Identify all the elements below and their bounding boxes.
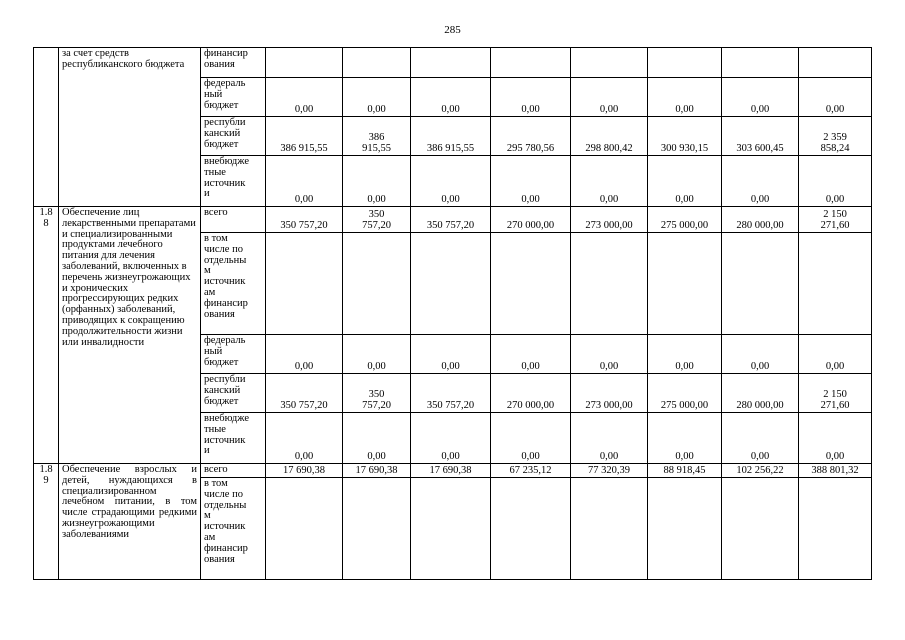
value-cell: 0,00 <box>722 156 799 207</box>
value-cell: 0,00 <box>266 335 343 374</box>
page-number: 285 <box>444 24 461 36</box>
value-cell: 2 359 858,24 <box>799 117 872 156</box>
value-cell: 67 235,12 <box>491 464 571 478</box>
value-cell: 0,00 <box>491 413 571 464</box>
value-cell <box>411 478 491 580</box>
value-cell <box>491 48 571 78</box>
value-cell: 0,00 <box>266 413 343 464</box>
row-code: 1.8 8 <box>34 207 59 464</box>
source-cell: федераль ный бюджет <box>201 78 266 117</box>
source-cell: внебюдже тные источник и <box>201 413 266 464</box>
value-cell: 386 915,55 <box>411 117 491 156</box>
value-cell <box>648 233 722 335</box>
value-cell <box>799 233 872 335</box>
value-cell: 0,00 <box>799 413 872 464</box>
source-cell: всего <box>201 464 266 478</box>
value-cell: 0,00 <box>648 78 722 117</box>
value-cell <box>571 478 648 580</box>
value-cell <box>266 48 343 78</box>
value-cell: 0,00 <box>343 335 411 374</box>
value-cell: 88 918,45 <box>648 464 722 478</box>
value-cell: 270 000,00 <box>491 207 571 233</box>
value-cell <box>343 478 411 580</box>
value-cell: 350 757,20 <box>411 374 491 413</box>
value-cell: 275 000,00 <box>648 374 722 413</box>
value-cell: 275 000,00 <box>648 207 722 233</box>
value-cell: 102 256,22 <box>722 464 799 478</box>
table-row <box>34 48 872 78</box>
value-cell: 388 801,32 <box>799 464 872 478</box>
value-cell: 0,00 <box>571 156 648 207</box>
source-cell: республи канский бюджет <box>201 374 266 413</box>
row-description: за счет средств республиканского бюджета <box>59 48 201 207</box>
value-cell: 0,00 <box>648 156 722 207</box>
value-cell <box>799 478 872 580</box>
source-cell: федераль ный бюджет <box>201 335 266 374</box>
value-cell: 2 150 271,60 <box>799 207 872 233</box>
value-cell: 0,00 <box>722 413 799 464</box>
value-cell <box>571 48 648 78</box>
value-cell: 280 000,00 <box>722 207 799 233</box>
value-cell: 386 915,55 <box>266 117 343 156</box>
value-cell <box>491 233 571 335</box>
value-cell: 0,00 <box>266 78 343 117</box>
value-cell: 295 780,56 <box>491 117 571 156</box>
value-cell: 386 915,55 <box>343 117 411 156</box>
table-row <box>34 464 872 478</box>
value-cell: 350 757,20 <box>411 207 491 233</box>
value-cell: 0,00 <box>411 156 491 207</box>
value-cell: 0,00 <box>722 335 799 374</box>
table-row <box>34 207 872 233</box>
value-cell: 0,00 <box>571 78 648 117</box>
source-cell: в том числе по отдельны м источник ам финансир ования <box>201 478 266 580</box>
value-cell: 303 600,45 <box>722 117 799 156</box>
value-cell: 0,00 <box>491 156 571 207</box>
value-cell: 0,00 <box>343 156 411 207</box>
value-cell: 2 150 271,60 <box>799 374 872 413</box>
value-cell: 0,00 <box>491 335 571 374</box>
value-cell: 0,00 <box>799 156 872 207</box>
row-code: 1.8 9 <box>34 464 59 580</box>
value-cell: 0,00 <box>799 78 872 117</box>
value-cell <box>722 233 799 335</box>
value-cell <box>343 233 411 335</box>
value-cell: 17 690,38 <box>343 464 411 478</box>
value-cell <box>266 478 343 580</box>
value-cell <box>648 48 722 78</box>
value-cell: 0,00 <box>411 335 491 374</box>
value-cell: 17 690,38 <box>411 464 491 478</box>
row-description: Обеспечение взрослых и детей, нуждающихся в специализированном лечебном питании, в том числе страдающими редкими жизнеугрожающими заболеваниями <box>59 464 201 580</box>
value-cell: 0,00 <box>266 156 343 207</box>
value-cell <box>411 233 491 335</box>
value-cell: 0,00 <box>799 335 872 374</box>
value-cell <box>571 233 648 335</box>
row-code <box>34 48 59 207</box>
value-cell: 273 000,00 <box>571 207 648 233</box>
value-cell: 270 000,00 <box>491 374 571 413</box>
value-cell: 0,00 <box>343 413 411 464</box>
value-cell: 0,00 <box>722 78 799 117</box>
value-cell: 0,00 <box>648 413 722 464</box>
value-cell: 17 690,38 <box>266 464 343 478</box>
value-cell <box>343 48 411 78</box>
value-cell: 0,00 <box>648 335 722 374</box>
value-cell: 350 757,20 <box>343 207 411 233</box>
value-cell: 0,00 <box>411 413 491 464</box>
source-cell: в том числе по отдельны м источник ам финансир ования <box>201 233 266 335</box>
source-cell: всего <box>201 207 266 233</box>
budget-table <box>33 47 872 580</box>
value-cell: 77 320,39 <box>571 464 648 478</box>
value-cell <box>722 48 799 78</box>
source-cell: республи канский бюджет <box>201 117 266 156</box>
value-cell: 300 930,15 <box>648 117 722 156</box>
value-cell: 350 757,20 <box>266 374 343 413</box>
value-cell <box>648 478 722 580</box>
row-description: Обеспечение лиц лекарственными препаратами и специализированными продуктами лечебного питания для лечения заболеваний, включенных в перечень жизнеугрожающих и хронических прогрессирующих редких (орфанных) заболеваний, приводящих к сокращению продолжительности жизни или инвалидности <box>59 207 201 464</box>
value-cell <box>266 233 343 335</box>
value-cell: 273 000,00 <box>571 374 648 413</box>
value-cell: 0,00 <box>571 335 648 374</box>
value-cell: 350 757,20 <box>266 207 343 233</box>
source-cell: финансир ования <box>201 48 266 78</box>
value-cell: 298 800,42 <box>571 117 648 156</box>
value-cell: 0,00 <box>571 413 648 464</box>
value-cell <box>411 48 491 78</box>
value-cell <box>491 478 571 580</box>
source-cell: внебюдже тные источник и <box>201 156 266 207</box>
value-cell <box>799 48 872 78</box>
value-cell: 0,00 <box>491 78 571 117</box>
value-cell: 0,00 <box>343 78 411 117</box>
value-cell <box>722 478 799 580</box>
value-cell: 0,00 <box>411 78 491 117</box>
value-cell: 280 000,00 <box>722 374 799 413</box>
value-cell: 350 757,20 <box>343 374 411 413</box>
